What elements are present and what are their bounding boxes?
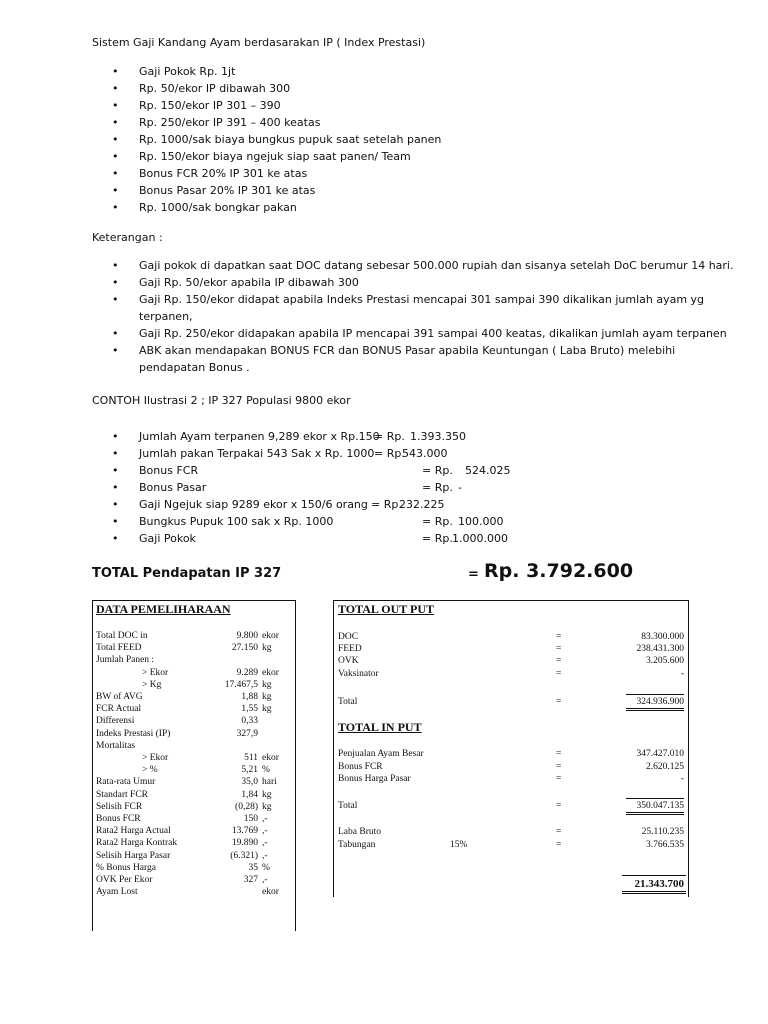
row-value: 83.300.000 bbox=[641, 632, 684, 642]
row-value: 327,9 bbox=[236, 728, 258, 739]
row-label: Total bbox=[338, 697, 358, 707]
row-label: Selisih FCR bbox=[96, 801, 143, 812]
row-label: Total bbox=[338, 801, 358, 811]
sum-line bbox=[622, 875, 686, 876]
item-value: 232.225 bbox=[399, 498, 445, 511]
list-item bbox=[112, 445, 532, 462]
table-row bbox=[96, 691, 292, 703]
row-label: Differensi bbox=[96, 716, 135, 727]
list-item bbox=[112, 428, 532, 445]
row-value: - bbox=[680, 774, 684, 784]
table-row bbox=[338, 643, 688, 655]
row-unit: ekor bbox=[262, 667, 279, 678]
row-unit: hari bbox=[262, 777, 277, 788]
table-row bbox=[338, 631, 688, 643]
row-value: 1,84 bbox=[241, 789, 258, 800]
intro-list bbox=[112, 63, 441, 216]
list-item bbox=[112, 325, 733, 342]
row-value: (6.321) bbox=[230, 850, 258, 861]
row-unit: ekor bbox=[262, 753, 279, 763]
item-desc: • Gaji Ngejuk siap 9289 ekor x 150/6 orang bbox=[139, 498, 368, 511]
table-row bbox=[338, 761, 688, 773]
row-unit: ,- bbox=[262, 838, 268, 849]
row-unit: kg bbox=[262, 692, 272, 702]
table-row bbox=[96, 801, 292, 813]
row-value: 1,88 bbox=[241, 692, 258, 702]
table-title: DATA PEMELIHARAAN bbox=[96, 602, 231, 616]
row-pct: 15% bbox=[450, 840, 468, 850]
row-label: DOC bbox=[338, 632, 359, 642]
table-row bbox=[96, 667, 292, 679]
item-eq: = Rp. bbox=[422, 481, 453, 494]
item-value: 524.025 bbox=[465, 464, 511, 477]
list-item: • Rp. 1000/sak bongkar pakan bbox=[112, 199, 441, 216]
item-desc: • Jumlah pakan Terpakai 543 Sak x Rp. 1000 bbox=[139, 447, 375, 460]
table-row bbox=[96, 752, 292, 764]
list-item bbox=[112, 291, 733, 325]
sum-line bbox=[626, 694, 684, 695]
table-row bbox=[96, 825, 292, 837]
row-label: Selisih Harga Pasar bbox=[96, 850, 171, 861]
list-item: • Gaji Pokok Rp. 1jt bbox=[112, 63, 441, 80]
row-label: Total FEED bbox=[96, 643, 142, 654]
row-value: 150 bbox=[243, 814, 258, 824]
list-item: • Rp. 150/ekor IP 301 – 390 bbox=[112, 97, 441, 114]
row-unit: kg bbox=[262, 789, 272, 800]
item-value: - bbox=[458, 481, 462, 494]
table-title-out: TOTAL OUT PUT bbox=[338, 602, 435, 616]
row-value: 35,0 bbox=[241, 777, 258, 788]
row-label: OVK Per Ekor bbox=[96, 875, 153, 885]
row-eq: = bbox=[556, 669, 562, 679]
item-text-cont: terpanen, bbox=[139, 310, 193, 323]
row-value: 511 bbox=[244, 753, 258, 763]
grand-total-value: 21.343.700 bbox=[634, 878, 684, 890]
row-label: Laba Bruto bbox=[338, 827, 382, 837]
row-eq: = bbox=[556, 697, 562, 707]
row-value: 35 bbox=[248, 862, 258, 873]
sum-double-line bbox=[626, 812, 684, 815]
table-row bbox=[96, 764, 292, 776]
table-row bbox=[338, 773, 688, 785]
list-item bbox=[112, 530, 532, 547]
table-row bbox=[96, 654, 292, 666]
list-item bbox=[112, 274, 733, 291]
table-row bbox=[338, 748, 688, 760]
row-label: Mortalitas bbox=[96, 740, 136, 751]
row-eq: = bbox=[556, 840, 562, 850]
row-value: 17.467,5 bbox=[224, 679, 258, 690]
table-row bbox=[96, 728, 292, 740]
table-row bbox=[96, 886, 292, 898]
item-eq: = Rp. bbox=[422, 464, 453, 477]
row-value: - bbox=[680, 669, 684, 679]
contoh-title: CONTOH Ilustrasi 2 ; IP 327 Populasi 9800 ekor bbox=[92, 394, 351, 407]
row-eq: = bbox=[556, 644, 562, 654]
keterangan-title: Keterangan : bbox=[92, 231, 163, 244]
row-label: > % bbox=[142, 765, 158, 776]
row-value: 3.766.535 bbox=[646, 840, 684, 850]
row-eq: = bbox=[556, 632, 562, 642]
row-label: Vaksinator bbox=[338, 669, 379, 679]
row-label: Indeks Prestasi (IP) bbox=[96, 728, 171, 739]
list-item: • Bonus Pasar 20% IP 301 ke atas bbox=[112, 182, 441, 199]
table-row bbox=[96, 837, 292, 849]
intro-title: Sistem Gaji Kandang Ayam berdasarakan IP ( Index Prestasi) bbox=[92, 36, 426, 49]
table-row bbox=[338, 668, 688, 680]
row-label: Rata2 Harga Kontrak bbox=[96, 838, 178, 849]
row-value: 238.431.300 bbox=[636, 644, 684, 654]
table-row bbox=[338, 839, 688, 851]
item-text: Gaji Rp. 250/ekor didapakan apabila IP mencapai 391 sampai 400 keatas, dikalikan jumlah ayam terpanen bbox=[139, 327, 727, 340]
total-eq: = bbox=[468, 567, 479, 582]
row-unit: % bbox=[262, 862, 270, 873]
item-eq: = Rp. bbox=[422, 515, 453, 528]
sum-line bbox=[626, 798, 684, 799]
row-label: BW of AVG bbox=[96, 692, 143, 702]
row-unit: ekor bbox=[262, 887, 279, 898]
table-row bbox=[338, 826, 688, 838]
list-item bbox=[112, 479, 532, 496]
row-label: > Kg bbox=[142, 679, 162, 690]
row-value: 324.936.900 bbox=[636, 697, 684, 707]
row-label: Ayam Lost bbox=[96, 887, 138, 898]
row-unit: ,- bbox=[262, 875, 268, 885]
row-value: 2.620.125 bbox=[646, 762, 684, 772]
item-desc: • Bonus FCR bbox=[139, 464, 199, 477]
row-unit: ,- bbox=[262, 826, 268, 837]
row-eq: = bbox=[556, 656, 562, 666]
list-item bbox=[112, 496, 532, 513]
item-eq: = Rp. bbox=[371, 498, 402, 511]
row-value: 350.047.135 bbox=[636, 801, 684, 811]
table-row bbox=[96, 874, 292, 886]
row-unit: kg bbox=[262, 801, 272, 812]
table-row bbox=[96, 740, 292, 752]
item-desc: • Bonus Pasar bbox=[139, 481, 207, 494]
contoh-list bbox=[112, 428, 532, 547]
item-desc: • Gaji Pokok bbox=[139, 532, 196, 545]
row-value: 347.427.010 bbox=[636, 749, 684, 759]
table-row bbox=[96, 776, 292, 788]
row-label: > Ekor bbox=[142, 753, 169, 763]
item-text: Gaji pokok di dapatkan saat DOC datang sebesar 500.000 rupiah dan sisanya setelah DoC berumur 14 hari. bbox=[139, 259, 734, 272]
table-row bbox=[96, 703, 292, 715]
row-eq: = bbox=[556, 749, 562, 759]
row-eq: = bbox=[556, 827, 562, 837]
item-desc: • Jumlah Ayam terpanen 9,289 ekor x Rp.150 bbox=[139, 430, 380, 443]
table-row bbox=[338, 800, 688, 812]
row-unit: kg bbox=[262, 704, 272, 715]
item-eq: = Rp. bbox=[422, 532, 453, 545]
list-item bbox=[112, 462, 532, 479]
row-value: (0,28) bbox=[235, 801, 258, 812]
row-unit: ekor bbox=[262, 631, 279, 641]
total-label: TOTAL Pendapatan IP 327 bbox=[92, 566, 282, 581]
item-eq: = Rp. bbox=[374, 447, 405, 460]
row-unit: kg bbox=[262, 643, 272, 654]
list-item: • Rp. 50/ekor IP dibawah 300 bbox=[112, 80, 441, 97]
row-label: Bonus Harga Pasar bbox=[338, 774, 411, 784]
table-row bbox=[96, 813, 292, 825]
item-eq: = Rp. bbox=[374, 430, 405, 443]
row-label: Rata2 Harga Actual bbox=[96, 826, 171, 837]
list-item bbox=[112, 257, 733, 274]
list-item bbox=[112, 342, 733, 376]
row-label: Standart FCR bbox=[96, 789, 148, 800]
table-row bbox=[96, 850, 292, 862]
table-row bbox=[96, 642, 292, 654]
item-value: 543.000 bbox=[402, 447, 448, 460]
row-label: % Bonus Harga bbox=[96, 862, 156, 873]
row-value: 13.769 bbox=[231, 826, 258, 837]
item-text: • Gaji Rp. 150/ekor didapat apabila Indeks Prestasi mencapai 301 sampai 390 dikalikan jumlah ayam yg bbox=[139, 293, 705, 306]
row-value: 5,21 bbox=[241, 765, 258, 776]
keterangan-list bbox=[112, 257, 733, 376]
row-label: OVK bbox=[338, 656, 359, 666]
sum-double-line bbox=[626, 708, 684, 711]
row-unit: ,- bbox=[262, 814, 268, 824]
row-label: Rata-rata Umur bbox=[96, 777, 156, 788]
item-value: 100.000 bbox=[458, 515, 504, 528]
table-row bbox=[96, 630, 292, 642]
row-label: Bonus FCR bbox=[338, 762, 383, 772]
table-row bbox=[96, 862, 292, 874]
row-unit: kg bbox=[262, 679, 272, 690]
row-value: 9.289 bbox=[236, 667, 258, 678]
row-label: FEED bbox=[338, 644, 362, 654]
row-label: FCR Actual bbox=[96, 704, 142, 715]
row-value: 0,33 bbox=[241, 716, 258, 727]
item-text: Gaji Rp. 50/ekor apabila IP dibawah 300 bbox=[139, 276, 359, 289]
row-value: 9.800 bbox=[236, 631, 258, 641]
list-item: • Rp. 150/ekor biaya ngejuk siap saat panen/ Team bbox=[112, 148, 441, 165]
table-row bbox=[338, 696, 688, 708]
row-value: 3.205.600 bbox=[646, 656, 684, 666]
sum-double-line bbox=[622, 891, 686, 894]
list-item: • Rp. 250/ekor IP 391 – 400 keatas bbox=[112, 114, 441, 131]
row-value: 19.890 bbox=[231, 838, 258, 849]
list-item bbox=[112, 513, 532, 530]
item-value: 1.000.000 bbox=[452, 532, 508, 545]
table-row-grand bbox=[338, 878, 688, 890]
table-row bbox=[96, 679, 292, 691]
row-label: Jumlah Panen : bbox=[96, 655, 155, 666]
item-desc: • Bungkus Pupuk 100 sak x Rp. 1000 bbox=[139, 515, 334, 528]
row-label: > Ekor bbox=[142, 667, 169, 678]
row-value: 27.150 bbox=[231, 643, 258, 654]
row-unit: % bbox=[262, 765, 270, 776]
row-eq: = bbox=[556, 801, 562, 811]
table-row bbox=[96, 715, 292, 727]
row-unit: ,- bbox=[262, 850, 268, 861]
item-text: • ABK akan mendapakan BONUS FCR dan BONUS Pasar apabila Keuntungan ( Laba Bruto) melebihi bbox=[139, 344, 676, 357]
total-value: Rp. 3.792.600 bbox=[484, 560, 634, 582]
row-label: Bonus FCR bbox=[96, 814, 141, 824]
row-label: Penjualan Ayam Besar bbox=[338, 749, 424, 759]
list-item: • Rp. 1000/sak biaya bungkus pupuk saat setelah panen bbox=[112, 131, 441, 148]
table-row bbox=[96, 789, 292, 801]
list-item: • Bonus FCR 20% IP 301 ke atas bbox=[112, 165, 441, 182]
row-value: 1,55 bbox=[241, 704, 258, 715]
row-eq: = bbox=[556, 774, 562, 784]
row-eq: = bbox=[556, 762, 562, 772]
table-title-in: TOTAL IN PUT bbox=[338, 720, 422, 734]
item-text-cont: pendapatan Bonus . bbox=[139, 361, 250, 374]
item-value: 1.393.350 bbox=[410, 430, 466, 443]
row-value: 327 bbox=[243, 875, 258, 885]
row-label: Total DOC in bbox=[96, 631, 148, 641]
row-label: Tabungan bbox=[338, 840, 376, 850]
table-row bbox=[338, 655, 688, 667]
row-value: 25.110.235 bbox=[641, 827, 684, 837]
